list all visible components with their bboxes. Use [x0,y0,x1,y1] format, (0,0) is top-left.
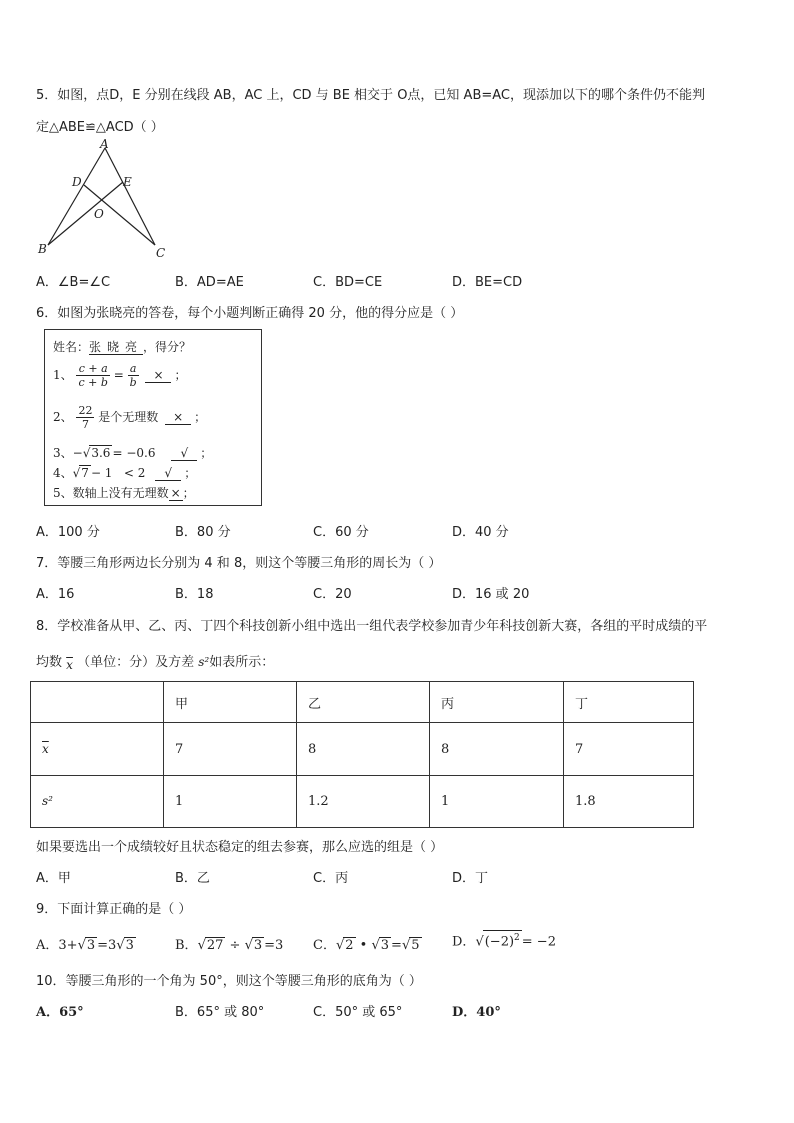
q8-option-c[interactable]: C．丙 [313,871,349,886]
label-c: C [156,246,166,260]
check-mark: √ [155,466,181,481]
fraction: $\frac{c + a}{c + b}$ [78,362,108,389]
q5-option-b[interactable]: B．AD=AE [175,275,244,290]
label-a: A [100,138,109,151]
q5-option-a[interactable]: A．∠B=∠C [36,275,111,290]
q10-option-d[interactable]: D．40° [452,1005,501,1020]
name-prefix: 姓名： [53,340,90,354]
item-number: 1、 [53,368,73,382]
fraction: $\frac{22}{7}$ [78,404,93,431]
q7-stem: 7．等腰三角形两边长分别为 4 和 8，则这个等腰三角形的周长为（ ） [36,556,442,571]
table-header-row [31,682,694,723]
q5-stem-line2: 定△ABE≌△ACD（ ） [36,120,164,135]
q5-option-c[interactable]: C．BD=CE [313,275,383,290]
q6-option-a[interactable]: A．100 分 [36,525,100,540]
q8-question: 如果要选出一个成绩较好且状态稳定的组去参赛，那么应选的组是（ ） [36,840,444,855]
q10-option-b[interactable]: B．65° 或 80° [175,1005,265,1020]
cross-mark: × [170,486,181,500]
sheet-item-3: 3、−√3.6 = −0.6 √ ； [53,446,213,460]
q5-triangle-figure [34,138,174,262]
label-b: B [38,242,47,256]
variance-label: s² [31,776,164,828]
table-cell: 8 [430,723,564,776]
q8-option-b[interactable]: B．乙 [175,871,210,886]
xbar-symbol: $\overline{x}$ [66,658,73,672]
table-header: 丙 [430,682,564,723]
q9-stem: 9．下面计算正确的是（ ） [36,902,192,917]
cross-mark: × [165,410,191,425]
answer-sheet [44,329,262,506]
q5-stem-line1: 5．如图，点D，E 分别在线段 AB，AC 上，CD 与 BE 相交于 O点，已知 AB=AC，现添加以下的哪个条件仍不能判 [36,88,706,103]
label-d: D [72,175,82,189]
q10-stem: 10．等腰三角形的一个角为 50°，则这个等腰三角形的底角为（ ） [36,974,422,989]
table-row [31,723,694,776]
sheet-item-5: 5、数轴上没有无理数 × ； [53,486,195,500]
check-mark: √ [171,446,197,461]
item-text: 是个无理数 [98,410,159,424]
label-o: O [94,207,104,221]
table-cell: 1 [430,776,564,828]
q9-option-c[interactable]: C．√2 • √3 =√5 [313,938,420,953]
q9-option-d[interactable]: D．$√(-2)^2 = -2$ [452,930,556,949]
sheet-header [53,338,191,355]
q7-option-a[interactable]: A．16 [36,587,75,602]
radicand: 7 [81,466,89,480]
mean-label: $\overline{x}$ [31,723,164,776]
q8-option-a[interactable]: A．甲 [36,871,71,886]
q7-option-b[interactable]: B．18 [175,587,214,602]
segment-ab [48,148,105,245]
table-cell: 7 [564,723,694,776]
sheet-item-1: 1、 $\frac{c + a}{c + b}$ = $\frac{a}{b}$ × ； [53,362,187,389]
q6-option-c[interactable]: C．60 分 [313,525,369,540]
table-header: 乙 [297,682,430,723]
q10-option-a[interactable]: A．65° [36,1005,84,1020]
equals-sign: = [113,368,124,382]
item-number: 2、 [53,410,73,424]
q7-option-d[interactable]: D．16 或 20 [452,587,530,602]
q7-option-c[interactable]: C．20 [313,587,352,602]
label-e: E [123,175,132,189]
q6-option-d[interactable]: D．40 分 [452,525,509,540]
table-row [31,776,694,828]
table-header: 甲 [164,682,297,723]
q6-option-b[interactable]: B．80 分 [175,525,231,540]
q5-option-d[interactable]: D．BE=CD [452,275,523,290]
table-header: 丁 [564,682,694,723]
radicand: 3.6 [91,446,111,460]
scores-table [30,681,694,828]
table-cell: 1.2 [297,776,430,828]
q10-option-c[interactable]: C．50° 或 65° [313,1005,403,1020]
q8-stem-line2: 均数 $\overline{x}$ （单位：分）及方差 s²如表所示： [36,655,275,672]
student-name: 张晓亮 [89,340,144,354]
q6-stem: 6．如图为张晓亮的答卷，每个小题判断正确得 20 分，他的得分应是（ ） [36,306,464,321]
score-label: ，得分？ [143,340,192,354]
variance-symbol: s² [198,655,210,669]
segment-be [48,182,123,245]
sheet-item-4: 4、√7 − 1 < 2 √ ； [53,466,197,480]
q8-stem-line1: 8．学校准备从甲、乙、丙、丁四个科技创新小组中选出一组代表学校参加青少年科技创新大赛，各组的平时成绩的平 [36,619,708,634]
cross-mark: × [145,368,171,383]
segment-ac [105,148,155,245]
table-cell: 1.8 [564,776,694,828]
table-cell [31,682,164,723]
q8-option-d[interactable]: D．丁 [452,871,489,886]
sheet-item-2: 2、 $\frac{22}{7}$ 是个无理数 × ； [53,404,207,431]
table-cell: 8 [297,723,430,776]
q9-option-b[interactable]: B．√27 ÷ √3 =3 [175,938,284,953]
table-cell: 1 [164,776,297,828]
q9-option-a[interactable]: A．3+√3 =3√3 [36,938,134,953]
fraction: $\frac{a}{b}$ [129,362,137,389]
table-cell: 7 [164,723,297,776]
